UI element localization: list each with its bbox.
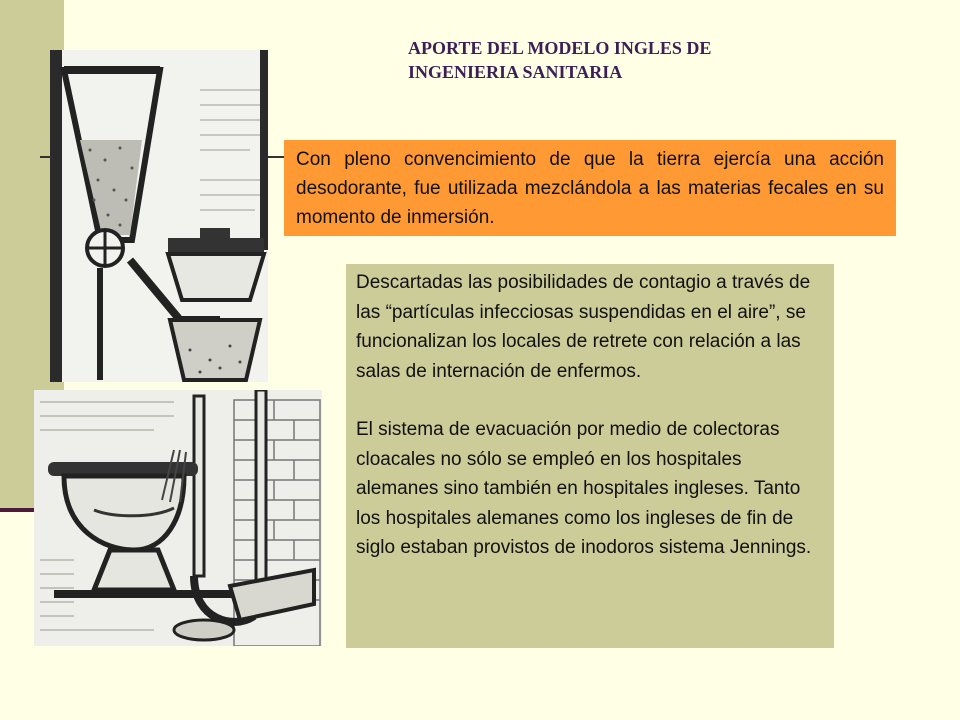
earth-deodorant-note xyxy=(284,140,896,236)
earth-closet-illustration xyxy=(50,50,268,382)
title-line-1: APORTE DEL MODELO INGLES DE xyxy=(408,38,712,58)
description-paragraph-1: Descartadas las posibilidades de contagio a través de las “partículas infecciosas suspendidas en el aire”, se funcionalizan los locales de retrete con relación a las salas de internación de enfermos. xyxy=(356,272,811,382)
jennings-toilet-illustration xyxy=(34,390,322,646)
title-line-2: INGENIERIA SANITARIA xyxy=(408,62,623,82)
slide-title xyxy=(408,36,888,84)
connector-line-left xyxy=(40,156,52,158)
description-paragraph-2: El sistema de evacuación por medio de colectoras cloacales no sólo se empleó en los hospitales alemanes sino también en hospitales ingleses. Tanto los hospitales alemanes como los ingleses de fin de siglo estaban provistos de inodoros sistema Jennings. xyxy=(356,419,812,558)
earth-deodorant-text: Con pleno convencimiento de que la tierra ejercía una acción desodorante, fue utilizada mezclándola a las materias fecales en su momento de inmersión. xyxy=(296,148,884,228)
earth-closet-drawing xyxy=(50,50,268,382)
jennings-description-box xyxy=(346,264,834,648)
jennings-toilet-drawing xyxy=(34,390,322,646)
